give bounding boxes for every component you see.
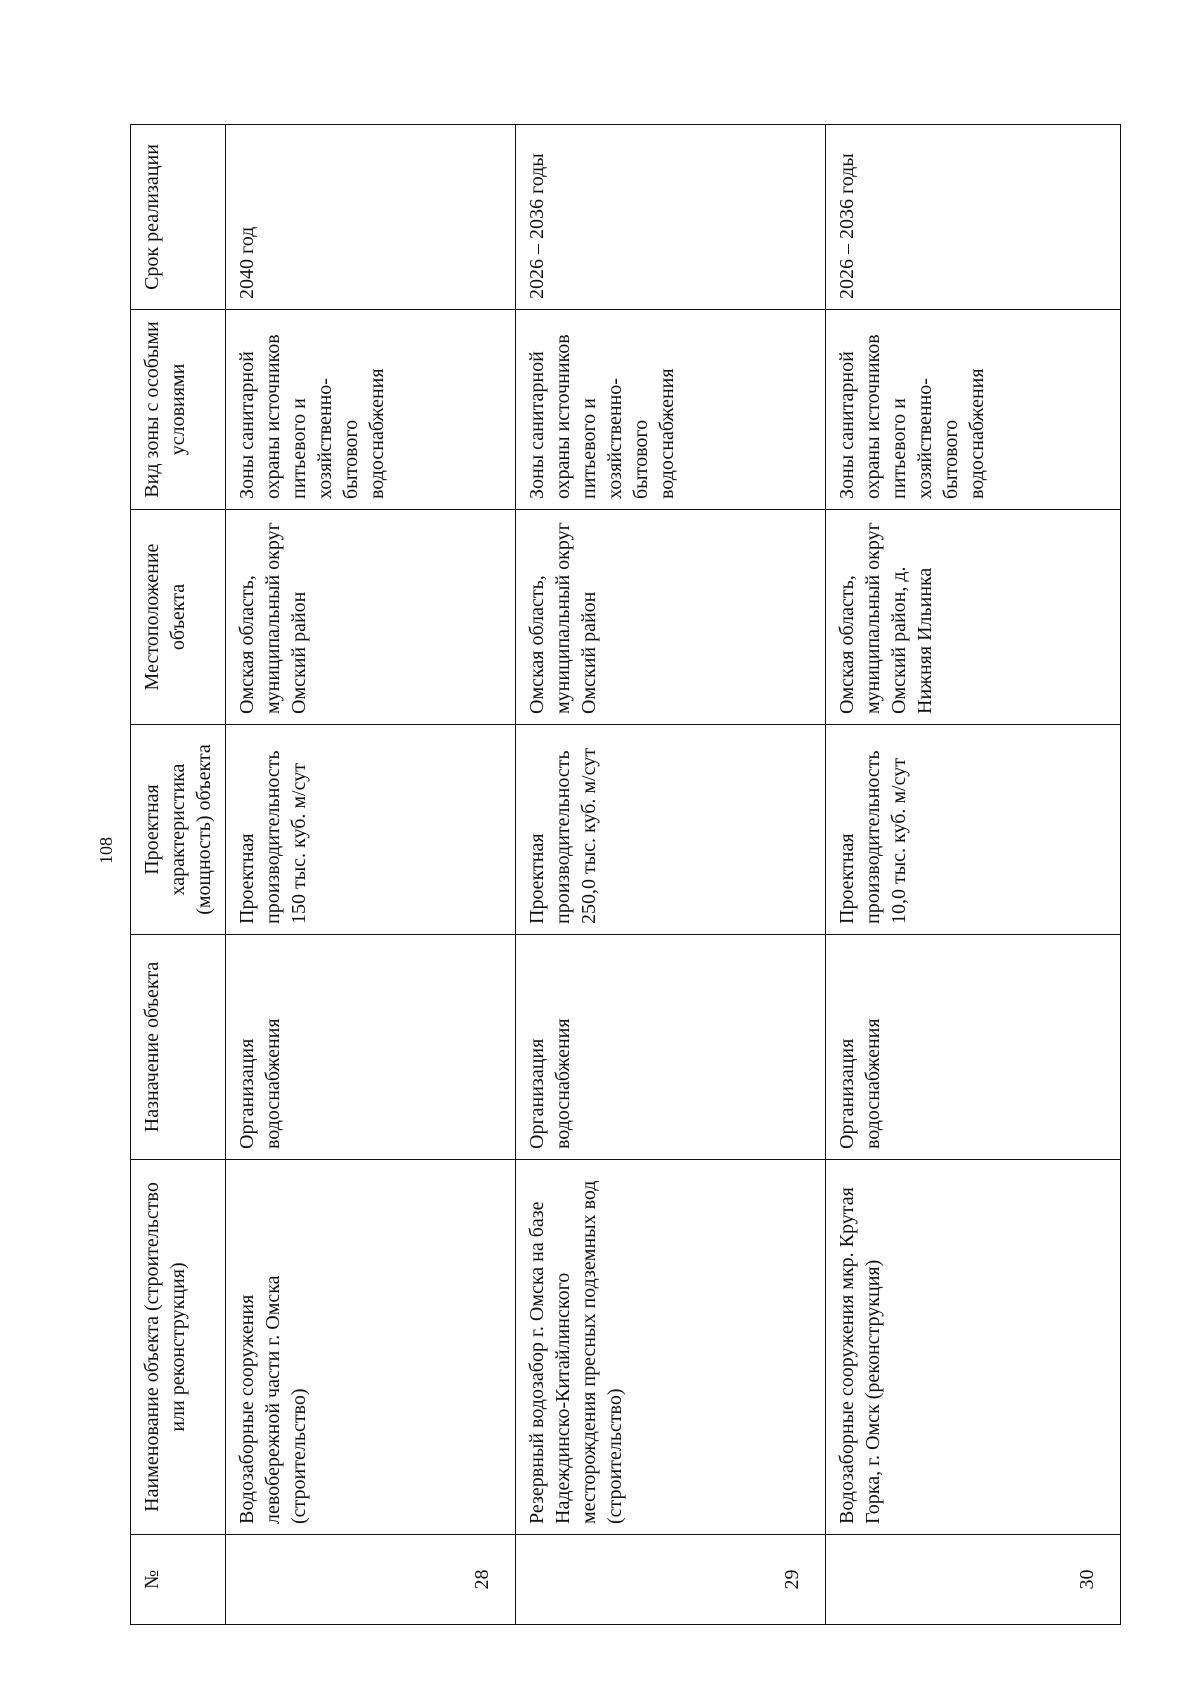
object-zone: Зоны санитарной охраны источников питьевого и хозяйственно-бытового водоснабжения [226,310,516,510]
object-name: Водозаборные сооружения левобережной части г. Омска (строительство) [226,1160,516,1535]
object-purpose: Организация водоснабжения [826,935,1121,1160]
object-name: Резервный водозабор г. Омска на базе Надеждинско-Китайлинского месторождения пресных подземных вод (строительство) [516,1160,826,1535]
object-purpose: Организация водоснабжения [226,935,516,1160]
row-number: 28 [226,1535,516,1625]
header-term: Срок реализации [131,125,226,310]
object-location: Омская область, муниципальный округ Омский район [516,510,826,725]
header-purpose: Назначение объекта [131,935,226,1160]
object-capacity: Проектная производительность 250,0 тыс. куб. м/сут [516,725,826,935]
object-zone: Зоны санитарной охраны источников питьевого и хозяйственно-бытового водоснабжения [516,310,826,510]
object-purpose: Организация водоснабжения [516,935,826,1160]
table-row [516,125,826,1625]
object-location: Омская область, муниципальный округ Омский район [226,510,516,725]
object-term: 2026 – 2036 годы [516,125,826,310]
object-name: Водозаборные сооружения мкр. Крутая Горка, г. Омск (реконструкция) [826,1160,1121,1535]
object-location: Омская область, муниципальный округ Омский район, д. Нижняя Ильинка [826,510,1121,725]
header-zone: Вид зоны с особыми условиями [131,310,226,510]
object-capacity: Проектная производительность 10,0 тыс. куб. м/сут [826,725,1121,935]
object-capacity: Проектная производительность 150 тыс. куб. м/сут [226,725,516,935]
object-term: 2026 – 2036 годы [826,125,1121,310]
object-zone: Зоны санитарной охраны источников питьевого и хозяйственно-бытового водоснабжения [826,310,1121,510]
row-number: 29 [516,1535,826,1625]
row-number: 30 [826,1535,1121,1625]
header-number: № [131,1535,226,1625]
header-object-name: Наименование объекта (строительство или реконструкция) [131,1160,226,1535]
header-location: Местоположение объекта [131,510,226,725]
page-number: 108 [96,837,116,864]
table-row [226,125,516,1625]
header-capacity: Проектная характеристика (мощность) объекта [131,725,226,935]
table-header-row [131,125,226,1625]
objects-table [130,124,1121,1625]
object-term: 2040 год [226,125,516,310]
rotated-page-content [130,125,1120,1625]
table-row [826,125,1121,1625]
